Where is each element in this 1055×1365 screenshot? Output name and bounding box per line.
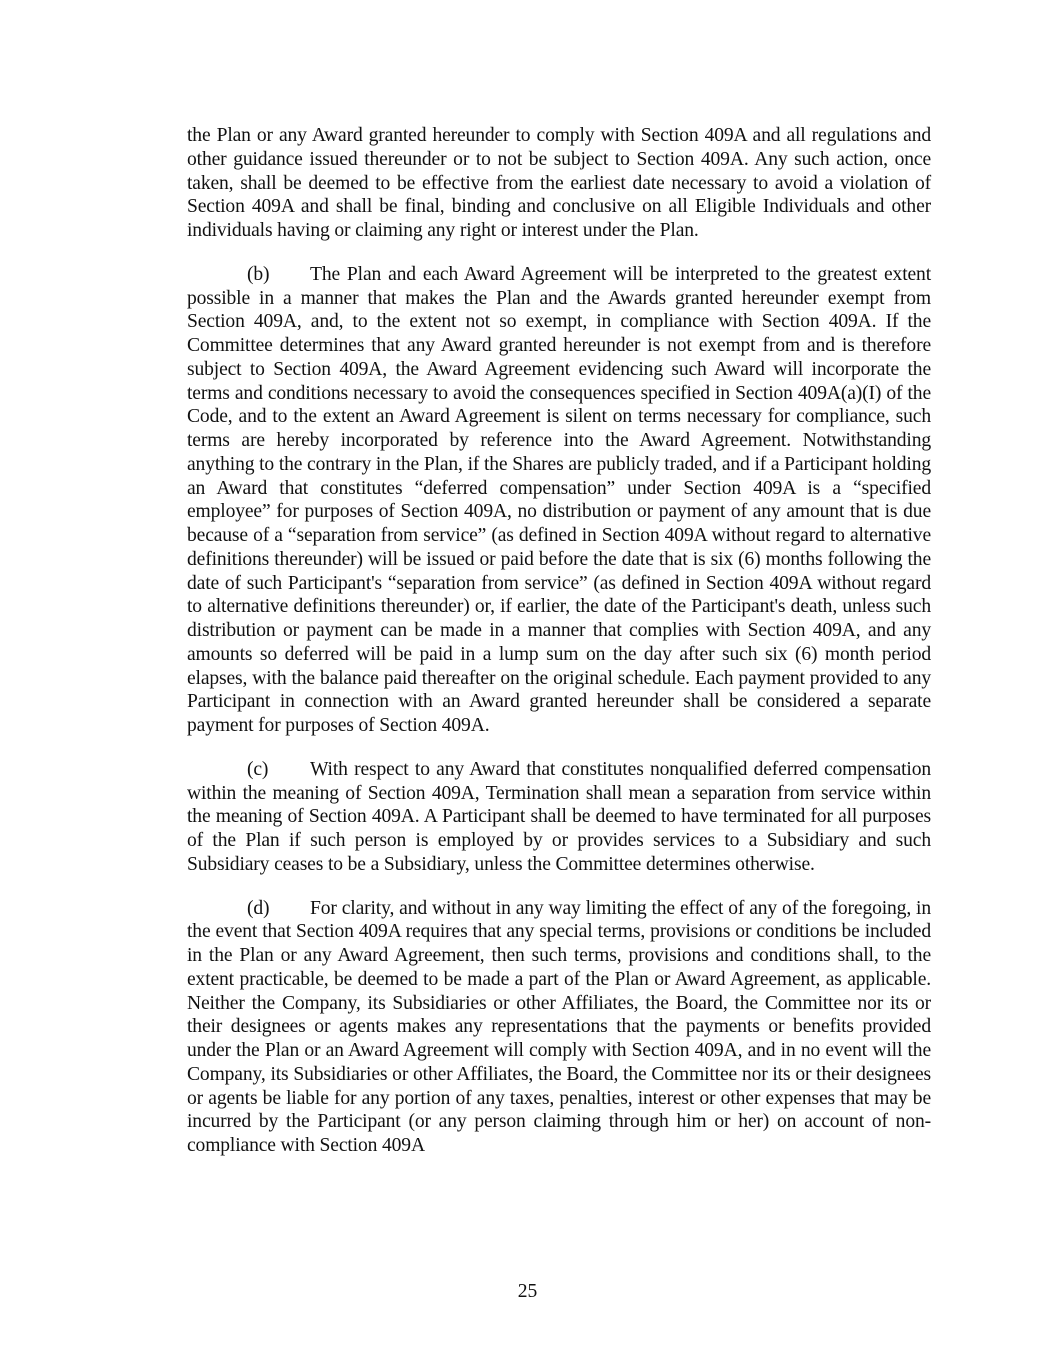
paragraph-label: (c) — [247, 758, 269, 780]
page-number: 25 — [517, 1281, 538, 1302]
paragraph-text: the Plan or any Award granted hereunder to comply with Section 409A and all regulations and other guidance issued thereunder or to not be subject to Section 409A. Any such action, once taken, shall be deemed to be effective from the earliest date necessary to avoid a violation of Section 409A and shall be final, binding and conclusive on all Eligible Individuals and other individuals having or claiming any right or interest under the Plan. — [187, 125, 931, 241]
paragraph-d — [187, 897, 931, 1158]
paragraph-text: The Plan and each Award Agreement will be interpreted to the greatest extent possible in a manner that makes the Plan and the Awards granted hereunder exempt from Section 409A, and, to the extent not so exempt, in compliance with Section 409A. If the Committee determines that any Award granted hereunder is not exempt from and is therefore subject to Section 409A, the Award Agreement evidencing such Award will incorporate the terms and conditions necessary to avoid the consequences specified in Section 409A(a)(I) of the Code, and to the extent an Award Agreement is silent on terms necessary for compliance, such terms are hereby incorporated by reference into the Award Agreement. Notwithstanding anything to the contrary in the Plan, if the Shares are publicly traded, and if a Participant holding an Award that constitutes “deferred compensation” under Section 409A is a “specified employee” for purposes of Section 409A, no distribution or payment of any amount that is due because of a “separation from service” (as defined in Section 409A without regard to alternative definitions thereunder) will be issued or paid before the date that is six (6) months following the date of such Participant's “separation from service” (as defined in Section 409A without regard to alternative definitions thereunder) or, if earlier, the date of the Participant's death, unless such distribution or payment can be made in a manner that complies with Section 409A, and any amounts so deferred will be paid in a lump sum on the day after such six (6) month period elapses, with the balance paid thereafter on the original schedule. Each payment provided to any Participant in connection with an Award granted hereunder shall be considered a separate payment for purposes of Section 409A. — [187, 263, 931, 736]
paragraph-a-continuation — [187, 124, 931, 243]
paragraph-label: (b) — [247, 263, 270, 285]
paragraph-text: For clarity, and without in any way limiting the effect of any of the foregoing, in the event that Section 409A requires that any special terms, provisions or conditions be included in the Plan or any Award Agreement, then such terms, provisions and conditions shall, to the extent practicable, be deemed to be made a part of the Plan or Award Agreement, as applicable. Neither the Company, its Subsidiaries or other Affiliates, the Board, the Committee nor its or their designees or agents makes any representations that the payments or benefits provided under the Plan or an Award Agreement will comply with Section 409A, and in no event will the Company, its Subsidiaries or other Affiliates, the Board, the Committee nor its or their designees or agents be liable for any portion of any taxes, penalties, interest or other expenses that may be incurred by the Participant (or any person claiming through him or her) on account of non-compliance with Section 409A — [187, 897, 931, 1156]
paragraph-c — [187, 758, 931, 877]
paragraph-text: With respect to any Award that constitutes nonqualified deferred compensation within the meaning of Section 409A, Termination shall mean a separation from service within the meaning of Section 409A. A Participant shall be deemed to have terminated for all purposes of the Plan if such person is employed by or provides services to a Subsidiary and such Subsidiary ceases to be a Subsidiary, unless the Committee determines otherwise. — [187, 758, 931, 875]
paragraph-b — [187, 263, 931, 738]
document-page — [187, 124, 931, 1178]
paragraph-label: (d) — [247, 897, 270, 919]
